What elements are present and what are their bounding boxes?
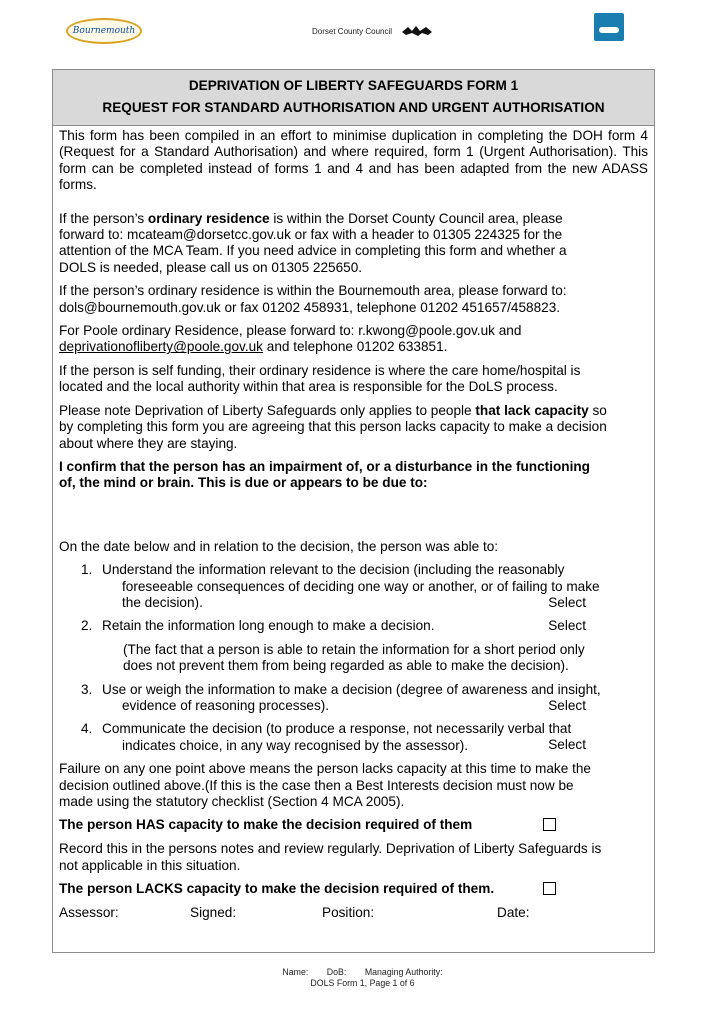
use-weigh-select[interactable]: Select	[548, 697, 586, 713]
self-funding-paragraph: If the person is self funding, their ordinary residence is where the care home/hospital is located and the local authority within that area is responsible for the DoLS process.	[59, 362, 581, 395]
understand-select[interactable]: Select	[548, 595, 586, 611]
footer-authority-label: Managing Authority:	[364, 967, 443, 977]
poole-email-link[interactable]: deprivationofliberty@poole.gov.uk	[59, 339, 263, 355]
has-capacity-row	[59, 817, 648, 834]
signed-label: Signed:	[190, 905, 237, 921]
capacity-note-paragraph: Please note Deprivation of Liberty Safeguards only applies to people that lack capacity so by completing this form you are agreeing that this person lacks capacity to make a decision about where they are staying.	[59, 402, 607, 451]
form-header	[53, 70, 654, 126]
bournemouth-logo	[66, 18, 142, 44]
list-item: 3. Use or weigh the information to make a decision (degree of awareness and insight, evidence of reasoning processes). Select	[81, 681, 601, 713]
communicate-select[interactable]: Select	[548, 737, 586, 753]
dorset-paragraph: If the person’s ordinary residence is within the Dorset County Council area, please forward to: mcateam@dorsetcc.gov.uk or fax with a header to 01305 224325 for the attention of the MCA Team. If you need advice in completing this form and whether a DOLS is needed, please call us on 01305 225650.	[59, 210, 567, 275]
footer-page-number: DOLS Form 1, Page 1 of 6	[310, 978, 415, 988]
form-subtitle: REQUEST FOR STANDARD AUTHORISATION AND URGENT AUTHORISATION	[102, 100, 605, 115]
form-body	[53, 126, 654, 923]
intro-paragraph: This form has been compiled in an effort to minimise duplication in completing the DOH form 4 (Request for a Standard Authorisation) and where required, form 1 (Urgent Authorisation). This form can be completed instead of forms 1 and 4 and has been adapted from the new ADASS forms.	[59, 128, 648, 193]
page-footer	[0, 967, 725, 989]
form-box	[52, 69, 655, 953]
footer-dob-label: DoB:	[326, 967, 347, 977]
poole-paragraph: For Poole ordinary Residence, please forward to: r.kwong@poole.gov.uk and deprivationofliberty@poole.gov.uk and telephone 01202 633851.	[59, 323, 522, 355]
position-label: Position:	[322, 905, 375, 921]
signature-row	[59, 905, 648, 923]
list-item: 1. Understand the information relevant to the decision (including the reasonably foreseeable consequences of deciding one way or another, or of failing to make the decision). Select	[81, 562, 600, 611]
dorset-logo-text: Dorset County Council	[312, 27, 393, 36]
bournemouth-paragraph: If the person’s ordinary residence is within the Bournemouth area, please forward to: dols@bournemouth.gov.uk or fax 01202 458931, telephone 01202 451657/458823.	[59, 283, 567, 315]
confirm-statement: I confirm that the person has an impairment of, or a disturbance in the functioning of, the mind or brain. This is due or appears to be due to:	[59, 458, 590, 491]
has-capacity-label: The person HAS capacity to make the decision required of them	[59, 817, 473, 833]
poole-logo-icon	[594, 13, 624, 41]
lacks-capacity-checkbox[interactable]	[543, 882, 556, 895]
list-item: 4. Communicate the decision (to produce a response, not necessarily verbal that indicates choice, in any way recognised by the assessor). Select	[81, 721, 586, 753]
lacks-capacity-row	[59, 881, 648, 898]
list-item: 2. Retain the information long enough to make a decision. Select	[81, 618, 586, 634]
date-label: Date:	[497, 905, 530, 921]
bournemouth-logo-text: Bournemouth	[72, 26, 136, 36]
retain-select[interactable]: Select	[548, 618, 586, 634]
assessor-label: Assessor:	[59, 905, 119, 921]
footer-name-label: Name:	[282, 967, 309, 977]
has-capacity-checkbox[interactable]	[543, 818, 556, 831]
lacks-capacity-label: The person LACKS capacity to make the decision required of them.	[59, 881, 495, 897]
form-title: DEPRIVATION OF LIBERTY SAFEGUARDS FORM 1	[188, 78, 519, 93]
retain-note: (The fact that a person is able to retain the information for a short period only does not prevent them from being regarded as able to make the decision).	[123, 641, 585, 674]
dorset-crest-icon	[400, 24, 438, 38]
record-paragraph: Record this in the persons notes and review regularly. Deprivation of Liberty Safeguards is not applicable in this situation.	[59, 841, 602, 873]
date-intro: On the date below and in relation to the decision, the person was able to:	[59, 538, 499, 554]
ordinary-residence-bold: ordinary residence	[147, 210, 270, 226]
failure-paragraph: Failure on any one point above means the person lacks capacity at this time to make the decision outlined above.(If this is the case then a Best Interests decision must now be made using the statutory checklist (Section 4 MCA 2005).	[59, 761, 591, 809]
